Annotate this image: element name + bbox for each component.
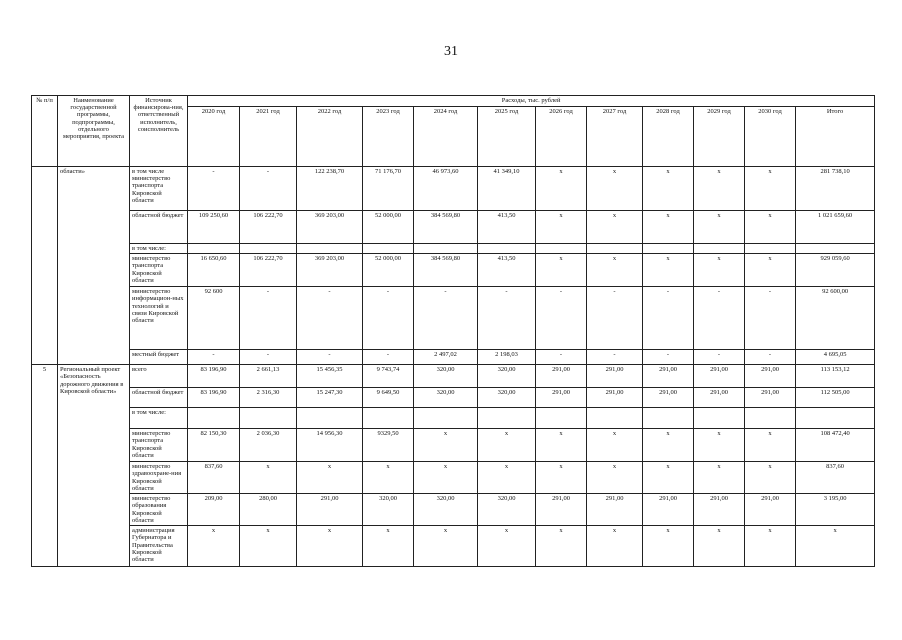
row-value-cell: 113 153,12: [796, 365, 875, 388]
row-value-cell: [587, 244, 643, 254]
header-year: 2021 год: [240, 107, 297, 167]
row-value-cell: 291,00: [694, 388, 745, 408]
row-value-cell: -: [240, 287, 297, 350]
row-value-cell: [363, 408, 414, 429]
row-value-cell: 291,00: [536, 388, 587, 408]
row-value-cell: 291,00: [297, 494, 363, 526]
row-value-cell: 320,00: [363, 494, 414, 526]
row-value-cell: 122 238,70: [297, 167, 363, 211]
row-value-cell: 291,00: [536, 494, 587, 526]
row-value-cell: х: [694, 462, 745, 494]
row-value-cell: х: [694, 429, 745, 462]
row-value-cell: [188, 244, 240, 254]
row-value-cell: х: [478, 429, 536, 462]
header-name: Наименование государственной программы, подпрограммы, отдельного мероприятия, проекта: [58, 96, 130, 167]
header-year: 2026 год: [536, 107, 587, 167]
row-value-cell: [240, 244, 297, 254]
row-value-cell: 92 600,00: [796, 287, 875, 350]
row-value-cell: [414, 408, 478, 429]
header-year: 2024 год: [414, 107, 478, 167]
row-value-cell: х: [745, 462, 796, 494]
row-value-cell: -: [745, 350, 796, 365]
row-funding-source: министерство образования Кировской области: [130, 494, 188, 526]
row-value-cell: х: [587, 526, 643, 567]
row-value-cell: 291,00: [587, 494, 643, 526]
row-value-cell: 106 222,70: [240, 211, 297, 244]
table-row: [32, 287, 875, 350]
row-value-cell: 291,00: [643, 494, 694, 526]
row-value-cell: 2 036,30: [240, 429, 297, 462]
row-value-cell: х: [536, 167, 587, 211]
header-year: 2025 год: [478, 107, 536, 167]
row-value-cell: 291,00: [643, 365, 694, 388]
row-value-cell: -: [188, 167, 240, 211]
row-value-cell: -: [694, 287, 745, 350]
row-value-cell: 1 021 659,60: [796, 211, 875, 244]
row-value-cell: -: [587, 350, 643, 365]
row-value-cell: [240, 408, 297, 429]
row-value-cell: 280,00: [240, 494, 297, 526]
row-value-cell: 413,50: [478, 254, 536, 287]
row-funding-source: администрация Губернатора и Правительства Кировской области: [130, 526, 188, 567]
row-value-cell: 108 472,40: [796, 429, 875, 462]
row-value-cell: -: [536, 350, 587, 365]
row-funding-source: министерство здравоохране-ния Кировской области: [130, 462, 188, 494]
row-value-cell: 41 349,10: [478, 167, 536, 211]
row-funding-source: в том числе министерство транспорта Кировской области: [130, 167, 188, 211]
row-value-cell: [363, 244, 414, 254]
row-value-cell: х: [745, 211, 796, 244]
table-row: [32, 350, 875, 365]
row-value-cell: 4 695,05: [796, 350, 875, 365]
row-value-cell: [745, 408, 796, 429]
header-year: 2023 год: [363, 107, 414, 167]
header-year: 2022 год: [297, 107, 363, 167]
table-body: [32, 167, 875, 567]
header-year: 2027 год: [587, 107, 643, 167]
row-value-cell: 384 569,80: [414, 211, 478, 244]
row-value-cell: х: [587, 254, 643, 287]
row-value-cell: х: [536, 462, 587, 494]
row-value-cell: х: [694, 211, 745, 244]
row-value-cell: х: [643, 429, 694, 462]
header-index: № п/п: [32, 96, 58, 167]
row-value-cell: х: [694, 526, 745, 567]
row-value-cell: х: [478, 526, 536, 567]
row-value-cell: 320,00: [478, 388, 536, 408]
row-value-cell: 291,00: [694, 494, 745, 526]
row-value-cell: х: [643, 167, 694, 211]
row-value-cell: 291,00: [694, 365, 745, 388]
row-value-cell: -: [240, 167, 297, 211]
table-row: [32, 408, 875, 429]
header-year: 2028 год: [643, 107, 694, 167]
row-value-cell: х: [240, 462, 297, 494]
row-funding-source: областной бюджет: [130, 388, 188, 408]
row-value-cell: -: [363, 287, 414, 350]
row-value-cell: 837,60: [796, 462, 875, 494]
row-value-cell: -: [643, 350, 694, 365]
row-value-cell: х: [694, 254, 745, 287]
row-value-cell: 369 203,00: [297, 254, 363, 287]
header-row-1: [32, 96, 875, 107]
row-funding-source: в том числе:: [130, 244, 188, 254]
row-value-cell: 16 650,60: [188, 254, 240, 287]
row-value-cell: 291,00: [745, 365, 796, 388]
header-source: Источник финансирова-ния, ответственный исполнитель, соисполнитель: [130, 96, 188, 167]
row-value-cell: х: [745, 429, 796, 462]
row-value-cell: 2 661,13: [240, 365, 297, 388]
row-value-cell: [478, 244, 536, 254]
row-value-cell: 106 222,70: [240, 254, 297, 287]
row-value-cell: [297, 244, 363, 254]
table-row: [32, 365, 875, 388]
row-project-name: области»: [58, 167, 130, 365]
row-value-cell: х: [363, 526, 414, 567]
table-row: [32, 429, 875, 462]
row-value-cell: -: [478, 287, 536, 350]
row-funding-source: министерство информацион-ных технологий и связи Кировской области: [130, 287, 188, 350]
row-value-cell: х: [796, 526, 875, 567]
row-funding-source: областной бюджет: [130, 211, 188, 244]
row-value-cell: х: [297, 526, 363, 567]
row-value-cell: 384 569,80: [414, 254, 478, 287]
row-value-cell: 9 649,50: [363, 388, 414, 408]
row-value-cell: -: [414, 287, 478, 350]
row-value-cell: -: [240, 350, 297, 365]
row-index: [32, 167, 58, 365]
row-value-cell: х: [363, 462, 414, 494]
row-value-cell: 15 247,30: [297, 388, 363, 408]
table-row: [32, 388, 875, 408]
row-value-cell: -: [587, 287, 643, 350]
row-value-cell: 2 497,02: [414, 350, 478, 365]
row-value-cell: 837,60: [188, 462, 240, 494]
row-value-cell: [536, 244, 587, 254]
row-value-cell: 15 456,35: [297, 365, 363, 388]
row-value-cell: 209,00: [188, 494, 240, 526]
row-value-cell: х: [188, 526, 240, 567]
table-row: [32, 254, 875, 287]
row-value-cell: -: [694, 350, 745, 365]
row-value-cell: 291,00: [745, 494, 796, 526]
row-value-cell: 83 196,90: [188, 365, 240, 388]
row-value-cell: х: [643, 526, 694, 567]
row-funding-source: министерство транспорта Кировской области: [130, 254, 188, 287]
row-value-cell: [643, 244, 694, 254]
row-value-cell: 320,00: [478, 365, 536, 388]
row-value-cell: -: [536, 287, 587, 350]
row-value-cell: 320,00: [414, 365, 478, 388]
table-row: [32, 494, 875, 526]
header-year: 2030 год: [745, 107, 796, 167]
row-value-cell: [694, 244, 745, 254]
row-value-cell: -: [363, 350, 414, 365]
table-row: [32, 211, 875, 244]
row-value-cell: х: [414, 462, 478, 494]
row-value-cell: 291,00: [587, 388, 643, 408]
row-funding-source: всего: [130, 365, 188, 388]
row-value-cell: [796, 408, 875, 429]
row-value-cell: 369 203,00: [297, 211, 363, 244]
row-index: 5: [32, 365, 58, 567]
row-value-cell: -: [643, 287, 694, 350]
row-value-cell: х: [694, 167, 745, 211]
row-value-cell: х: [587, 462, 643, 494]
row-value-cell: [643, 408, 694, 429]
row-value-cell: 291,00: [643, 388, 694, 408]
row-value-cell: 929 059,60: [796, 254, 875, 287]
row-value-cell: 109 250,60: [188, 211, 240, 244]
row-value-cell: [478, 408, 536, 429]
row-project-name: Региональный проект «Безопасность дорожного движения в Кировской области»: [58, 365, 130, 567]
row-value-cell: 14 956,30: [297, 429, 363, 462]
table-row: [32, 462, 875, 494]
row-value-cell: 291,00: [536, 365, 587, 388]
row-value-cell: 2 316,30: [240, 388, 297, 408]
row-value-cell: [745, 244, 796, 254]
row-value-cell: х: [414, 429, 478, 462]
row-value-cell: 291,00: [587, 365, 643, 388]
header-expenses: Расходы, тыс. рублей: [188, 96, 875, 107]
row-value-cell: х: [587, 167, 643, 211]
row-value-cell: 83 196,90: [188, 388, 240, 408]
row-value-cell: 9 743,74: [363, 365, 414, 388]
row-value-cell: х: [587, 429, 643, 462]
header-year: Итого: [796, 107, 875, 167]
row-value-cell: -: [745, 287, 796, 350]
row-value-cell: х: [643, 462, 694, 494]
row-value-cell: 291,00: [745, 388, 796, 408]
row-value-cell: х: [536, 526, 587, 567]
row-value-cell: х: [745, 526, 796, 567]
row-value-cell: 320,00: [414, 494, 478, 526]
row-value-cell: 92 600: [188, 287, 240, 350]
row-value-cell: [536, 408, 587, 429]
row-value-cell: 320,00: [478, 494, 536, 526]
row-value-cell: х: [643, 254, 694, 287]
row-value-cell: [796, 244, 875, 254]
row-value-cell: 112 505,00: [796, 388, 875, 408]
row-value-cell: [587, 408, 643, 429]
row-value-cell: 413,50: [478, 211, 536, 244]
row-value-cell: х: [414, 526, 478, 567]
row-value-cell: 320,00: [414, 388, 478, 408]
row-value-cell: х: [536, 211, 587, 244]
page-number: 31: [444, 44, 458, 59]
row-value-cell: 9329,50: [363, 429, 414, 462]
row-funding-source: министерство транспорта Кировской области: [130, 429, 188, 462]
row-value-cell: [414, 244, 478, 254]
row-value-cell: [694, 408, 745, 429]
budget-table: [31, 95, 875, 567]
row-value-cell: 2 198,03: [478, 350, 536, 365]
table-row: [32, 244, 875, 254]
row-value-cell: -: [297, 287, 363, 350]
row-value-cell: х: [297, 462, 363, 494]
row-funding-source: местный бюджет: [130, 350, 188, 365]
row-value-cell: х: [587, 211, 643, 244]
row-value-cell: х: [745, 167, 796, 211]
header-year: 2020 год: [188, 107, 240, 167]
row-value-cell: х: [643, 211, 694, 244]
table-row: [32, 526, 875, 567]
row-value-cell: [188, 408, 240, 429]
row-value-cell: 71 176,70: [363, 167, 414, 211]
row-value-cell: х: [536, 254, 587, 287]
row-value-cell: 52 000,00: [363, 254, 414, 287]
row-value-cell: -: [188, 350, 240, 365]
row-value-cell: х: [240, 526, 297, 567]
row-value-cell: х: [745, 254, 796, 287]
row-value-cell: х: [536, 429, 587, 462]
header-year: 2029 год: [694, 107, 745, 167]
row-value-cell: 52 000,00: [363, 211, 414, 244]
row-funding-source: в том числе:: [130, 408, 188, 429]
table-row: [32, 167, 875, 211]
row-value-cell: 46 973,60: [414, 167, 478, 211]
row-value-cell: х: [478, 462, 536, 494]
row-value-cell: 3 195,00: [796, 494, 875, 526]
row-value-cell: 82 150,30: [188, 429, 240, 462]
row-value-cell: [297, 408, 363, 429]
row-value-cell: 281 738,10: [796, 167, 875, 211]
row-value-cell: -: [297, 350, 363, 365]
